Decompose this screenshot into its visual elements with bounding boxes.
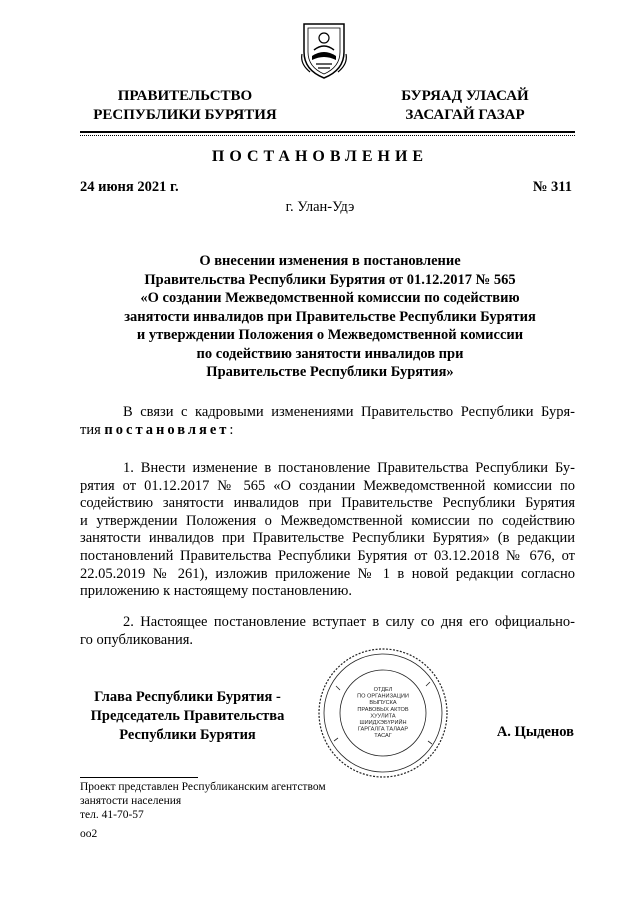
clause-1-line: 22.05.2019 № 261), изложив приложение № 1 в новой редакции согласно — [80, 565, 575, 582]
government-name-russian — [80, 87, 290, 125]
clause-1-line: рятия от 01.12.2017 № 565 «О создании Межведомственной комиссии по — [80, 477, 575, 494]
header-rule-thick — [80, 131, 575, 133]
footnote — [80, 780, 326, 822]
document-date: 24 июня 2021 г. — [80, 179, 179, 195]
title-line: «О создании Межведомственной комиссии по содействию — [140, 290, 520, 306]
stamp-text-line: ГАРГАЛГА ТАЛААР — [357, 726, 409, 733]
clause-2-line: го опубликования. — [80, 631, 194, 648]
document-city: г. Улан-Удэ — [285, 199, 355, 215]
clause-1-line: приложению к настоящему постановлению. — [80, 583, 352, 600]
stamp-text-line: ПО ОРГАНИЗАЦИИ — [357, 693, 409, 700]
stamp-text-line: ХУУЛИТА — [370, 713, 396, 720]
title-line: Правительстве Республики Бурятия» — [206, 364, 454, 380]
signatory-position — [80, 688, 295, 745]
government-name-buryat — [380, 87, 550, 125]
stamp-text-line: ОТДЕЛ — [373, 687, 393, 693]
title-line: О внесении изменения в постановление — [199, 253, 461, 269]
clause-2-line: 2. Настоящее постановление вступает в силу со дня его официально- — [123, 614, 575, 630]
stamp-text-line: ПРАВОВЫХ АКТОВ — [357, 706, 409, 713]
preamble-line: В связи с кадровыми изменениями Правительство Республики Буря- — [123, 404, 575, 420]
preamble-line — [80, 422, 575, 440]
document-number: № 311 — [532, 179, 572, 195]
footnote-line: занятости населения — [80, 795, 182, 807]
footnote-rule — [80, 777, 198, 778]
clause-1-paragraph — [80, 460, 575, 601]
stamp-text-line: ТАСАГ — [374, 733, 392, 740]
clause-1-line: 1. Внести изменение в постановление Правительства Республики Бу- — [123, 460, 575, 476]
title-line: занятости инвалидов при Правительстве Республики Бурятия — [124, 308, 536, 325]
preamble-line-start: тия — [80, 421, 101, 438]
government-name-buryat-line2: ЗАСАГАЙ ГАЗАР — [405, 107, 525, 123]
stamp-text-line: ВЫПУСКА — [369, 700, 397, 707]
document-code: оо2 — [80, 828, 98, 840]
footnote-line: Проект представлен Республиканским агентством — [80, 781, 326, 793]
signatory-position-line: Республики Бурятия — [119, 727, 256, 743]
official-stamp — [316, 646, 450, 780]
government-name-line2: РЕСПУБЛИКИ БУРЯТИЯ — [93, 107, 277, 123]
document-title — [120, 252, 540, 382]
stamp-text-line: ШИИДХЭБҮРИЙН — [359, 720, 407, 726]
government-name-buryat-line1: БУРЯАД УЛАСАЙ — [401, 88, 529, 104]
title-line: Правительства Республики Бурятия от 01.12.2017 № 565 — [144, 271, 516, 288]
clause-1-line: постановлений Правительства Республики Бурятия от 03.12.2018 № 676, от — [80, 547, 575, 564]
government-name-line1: ПРАВИТЕЛЬСТВО — [117, 88, 253, 104]
decree-word: постановляет — [104, 421, 230, 438]
clause-1-line: занятости инвалидов при Правительстве Республики Бурятия» (в редакции — [80, 530, 575, 547]
coat-of-arms-emblem — [300, 18, 348, 80]
clause-1-line: и утверждении Положения о Межведомственной комиссии по содействию — [80, 512, 575, 529]
preamble-line-end: : — [229, 421, 234, 438]
document-type: ПОСТАНОВЛЕНИЕ — [211, 148, 429, 165]
title-line: и утверждении Положения о Межведомственной комиссии — [136, 327, 524, 343]
preamble-paragraph — [80, 404, 575, 439]
title-line: по содействию занятости инвалидов при — [196, 345, 464, 362]
header-rule-dotted — [80, 135, 575, 136]
footnote-phone: тел. 41-70-57 — [80, 809, 144, 821]
signatory-name: А. Цыденов — [496, 724, 574, 740]
signatory-position-line: Глава Республики Бурятия - — [94, 689, 281, 705]
clause-1-line: содействию занятости инвалидов при Правительстве Республики Бурятия — [80, 495, 575, 512]
clause-2-paragraph — [80, 614, 575, 649]
signatory-position-line: Председатель Правительства — [90, 708, 285, 724]
